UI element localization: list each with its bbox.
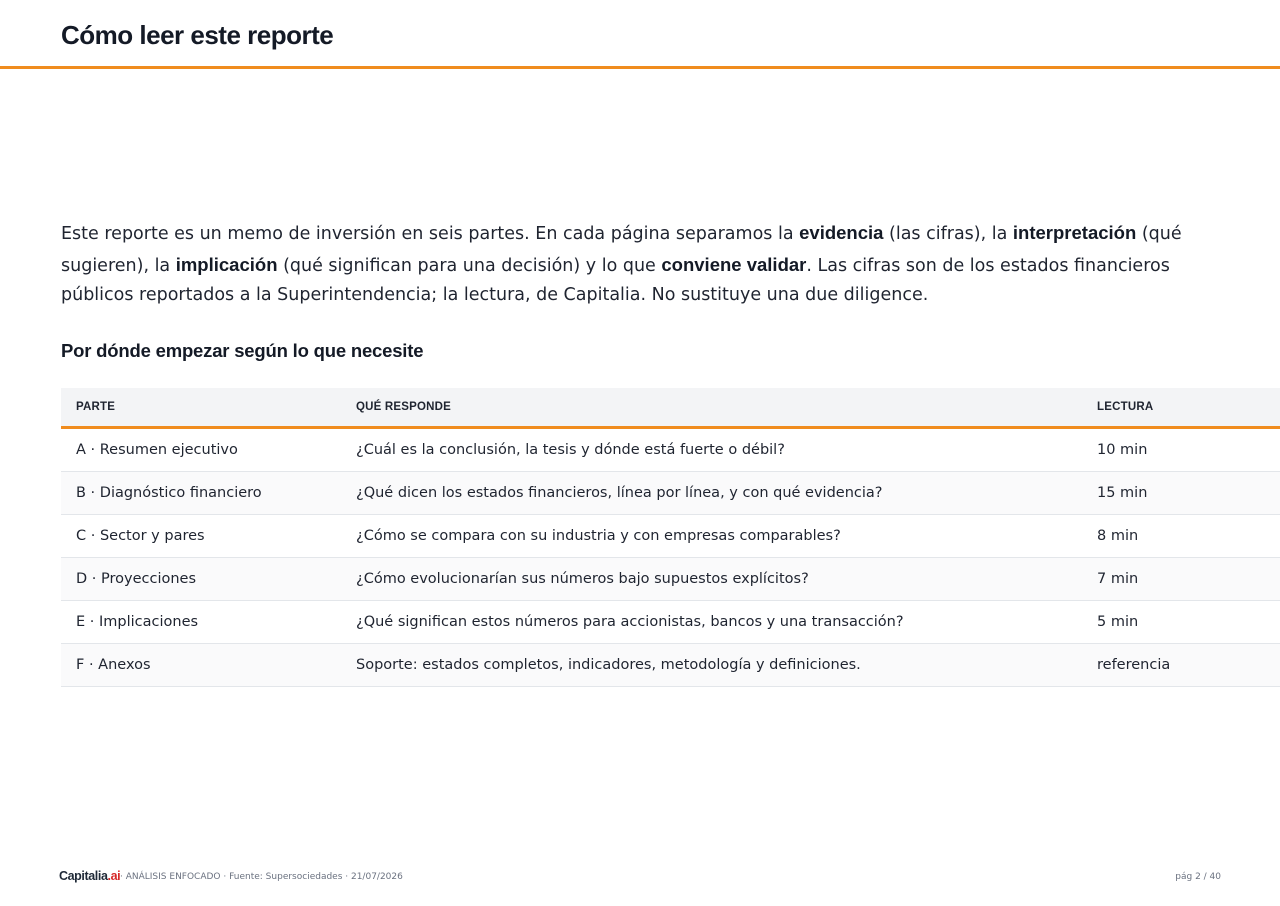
intro-text: (las cifras), la <box>883 224 1013 244</box>
table-row <box>61 515 1280 558</box>
table-row <box>61 428 1280 472</box>
reading-guide-table <box>61 388 1280 687</box>
intro-term-conviene-validar: conviene validar <box>661 253 807 275</box>
footer-source-meta: · ANÁLISIS ENFOCADO · Fuente: Supersociedades · 21/07/2026 <box>120 872 403 882</box>
page-footer <box>59 869 1221 885</box>
intro-term-interpretacion: interpretación <box>1012 222 1137 243</box>
cell-parte: D · Proyecciones <box>61 558 341 601</box>
cell-parte: E · Implicaciones <box>61 601 341 644</box>
cell-que-responde: ¿Cómo se compara con su industria y con empresas comparables? <box>341 515 1082 558</box>
intro-text: Este reporte es un memo de inversión en seis partes. En cada página separamos la <box>61 224 800 244</box>
column-header-lectura: LECTURA <box>1082 388 1280 428</box>
cell-que-responde: ¿Cuál es la conclusión, la tesis y dónde está fuerte o débil? <box>341 428 1082 472</box>
guide-title: Por dónde empezar según lo que necesite <box>61 340 424 361</box>
table-row <box>61 558 1280 601</box>
cell-lectura: referencia <box>1082 644 1280 687</box>
cell-parte: A · Resumen ejecutivo <box>61 428 341 472</box>
column-header-que-responde: QUÉ RESPONDE <box>341 388 1082 428</box>
brand-name: Capitalia <box>59 869 108 883</box>
page-title: Cómo leer este reporte <box>61 20 334 50</box>
cell-lectura: 15 min <box>1082 472 1280 515</box>
cell-lectura: 8 min <box>1082 515 1280 558</box>
intro-text: (qué sugieren), la <box>61 224 1182 276</box>
column-header-parte: PARTE <box>61 388 341 428</box>
intro-paragraph <box>61 218 1231 311</box>
cell-lectura: 7 min <box>1082 558 1280 601</box>
intro-term-implicacion: implicación <box>175 253 278 275</box>
page-number: pág 2 / 40 <box>1175 872 1221 882</box>
cell-que-responde: ¿Cómo evolucionarían sus números bajo supuestos explícitos? <box>341 558 1082 601</box>
cell-lectura: 10 min <box>1082 428 1280 472</box>
intro-text: (qué significan para una decisión) y lo que <box>277 255 662 276</box>
page-header <box>0 0 1280 69</box>
cell-parte: C · Sector y pares <box>61 515 341 558</box>
intro-term-evidencia: evidencia <box>799 222 884 243</box>
brand-logo <box>59 869 120 883</box>
table-row <box>61 472 1280 515</box>
brand-suffix: .ai <box>107 869 121 883</box>
cell-lectura: 5 min <box>1082 601 1280 644</box>
cell-que-responde: ¿Qué significan estos números para accionistas, bancos y una transacción? <box>341 601 1082 644</box>
table-row <box>61 601 1280 644</box>
table-row <box>61 644 1280 687</box>
table-header-row <box>61 388 1280 428</box>
cell-que-responde: ¿Qué dicen los estados financieros, línea por línea, y con qué evidencia? <box>341 472 1082 515</box>
cell-parte: B · Diagnóstico financiero <box>61 472 341 515</box>
intro-text: . Las cifras son de los estados financieros públicos reportados a la Superintendencia; la lectura, de Capitalia. No sustituye una due diligence. <box>61 255 1170 305</box>
cell-que-responde: Soporte: estados completos, indicadores, metodología y definiciones. <box>341 644 1082 687</box>
cell-parte: F · Anexos <box>61 644 341 687</box>
